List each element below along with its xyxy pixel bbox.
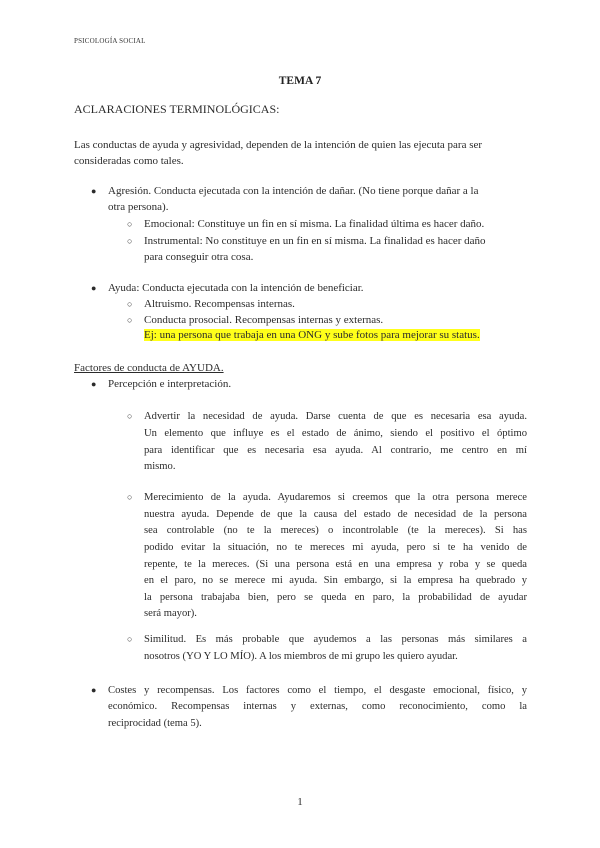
merecimiento-line-1: Merecimiento de la ayuda. Ayudaremos si creemos que la otra persona merece [144, 492, 527, 503]
merecimiento-line-2: nuestra ayuda. Depende de que la causa del estado de necesidad de la persona [144, 509, 527, 520]
section-heading: ACLARACIONES TERMINOLÓGICAS: [74, 102, 280, 116]
subbullet-circle: ○ [127, 236, 133, 246]
subbullet-circle: ○ [127, 315, 133, 325]
advertir-line-1: Advertir la necesidad de ayuda. Darse cuenta de que es necesaria esa ayuda. [144, 411, 527, 422]
merecimiento-line-6: en el paro, no se merece mi ayuda. Sin embargo, si la empresa ha quebrado y [144, 575, 527, 586]
subbullet-circle: ○ [127, 634, 133, 644]
intro-line-2: consideradas como tales. [74, 155, 184, 167]
costes-line-2: económico. Recompensas internas y externas, como reconocimiento, como la [108, 701, 527, 712]
bullet-dot: ● [91, 685, 97, 695]
advertir-line-3: para identificar que es necesaria esa ayuda. Al contrario, me centro en mí [144, 445, 527, 456]
advertir-line-2: Un elemento que influye es el estado de ánimo, siendo el positivo el óptimo [144, 428, 527, 439]
page-number: 1 [297, 796, 303, 808]
highlighted-example [144, 328, 480, 343]
merecimiento-line-5: repente, te la mereces. (Si una persona está en una empresa y roba y se queda [144, 559, 527, 570]
merecimiento-line-7: la persona trabajaba bien, pero se queda en paro, la probabilidad de ayudar [144, 592, 527, 603]
similitud-line-2: nosotros (YO Y LO MÍO). A los miembros de mi grupo les quiero ayudar. [144, 651, 458, 662]
bullet-dot: ● [91, 379, 97, 389]
percepcion-line: Percepción e interpretación. [108, 378, 232, 390]
highlight-text: Ej: una persona que trabaja en una ONG y sube fotos para mejorar su status. [144, 329, 480, 341]
page-title: TEMA 7 [278, 75, 322, 87]
subbullet-circle: ○ [127, 219, 133, 229]
subbullet-circle: ○ [127, 299, 133, 309]
instrumental-line-1: Instrumental: No constituye en un fin en sí misma. La finalidad es hacer daño [144, 235, 486, 247]
advertir-line-4: mismo. [144, 461, 176, 472]
bullet-dot: ● [91, 186, 97, 196]
factores-heading: Factores de conducta de AYUDA. [74, 362, 224, 374]
intro-line-1: Las conductas de ayuda y agresividad, dependen de la intención de quien las ejecuta para ser [74, 139, 483, 151]
similitud-line-1: Similitud. Es más probable que ayudemos a las personas más similares a [144, 634, 527, 645]
ayuda-line: Ayuda: Conducta ejecutada con la intención de beneficiar. [108, 282, 364, 294]
subbullet-circle: ○ [127, 492, 133, 502]
merecimiento-line-8: será mayor). [144, 608, 197, 619]
instrumental-line-2: para conseguir otra cosa. [144, 251, 254, 263]
costes-line-1: Costes y recompensas. Los factores como el tiempo, el desgaste emocional, físico, y [108, 685, 527, 696]
merecimiento-line-4: podido evitar la situación, no te mereces mi ayuda, pero si te ha venido de [144, 542, 527, 553]
costes-line-3: reciprocidad (tema 5). [108, 718, 202, 729]
subbullet-circle: ○ [127, 411, 133, 421]
merecimiento-line-3: sea controlable (no te la mereces) o incontrolable (te la mereces). Si has [144, 525, 527, 536]
agresion-line-2: otra persona). [108, 201, 169, 213]
agresion-line-1: Agresión. Conducta ejecutada con la intención de dañar. (No tiene porque dañar a la [108, 185, 479, 197]
prosocial-line: Conducta prosocial. Recompensas internas y externas. [144, 314, 384, 326]
altruismo-line: Altruismo. Recompensas internas. [144, 298, 295, 310]
running-header: PSICOLOGÍA SOCIAL [74, 37, 146, 45]
bullet-dot: ● [91, 283, 97, 293]
emocional-line: Emocional: Constituye un fin en sí misma. La finalidad última es hacer daño. [144, 218, 485, 230]
